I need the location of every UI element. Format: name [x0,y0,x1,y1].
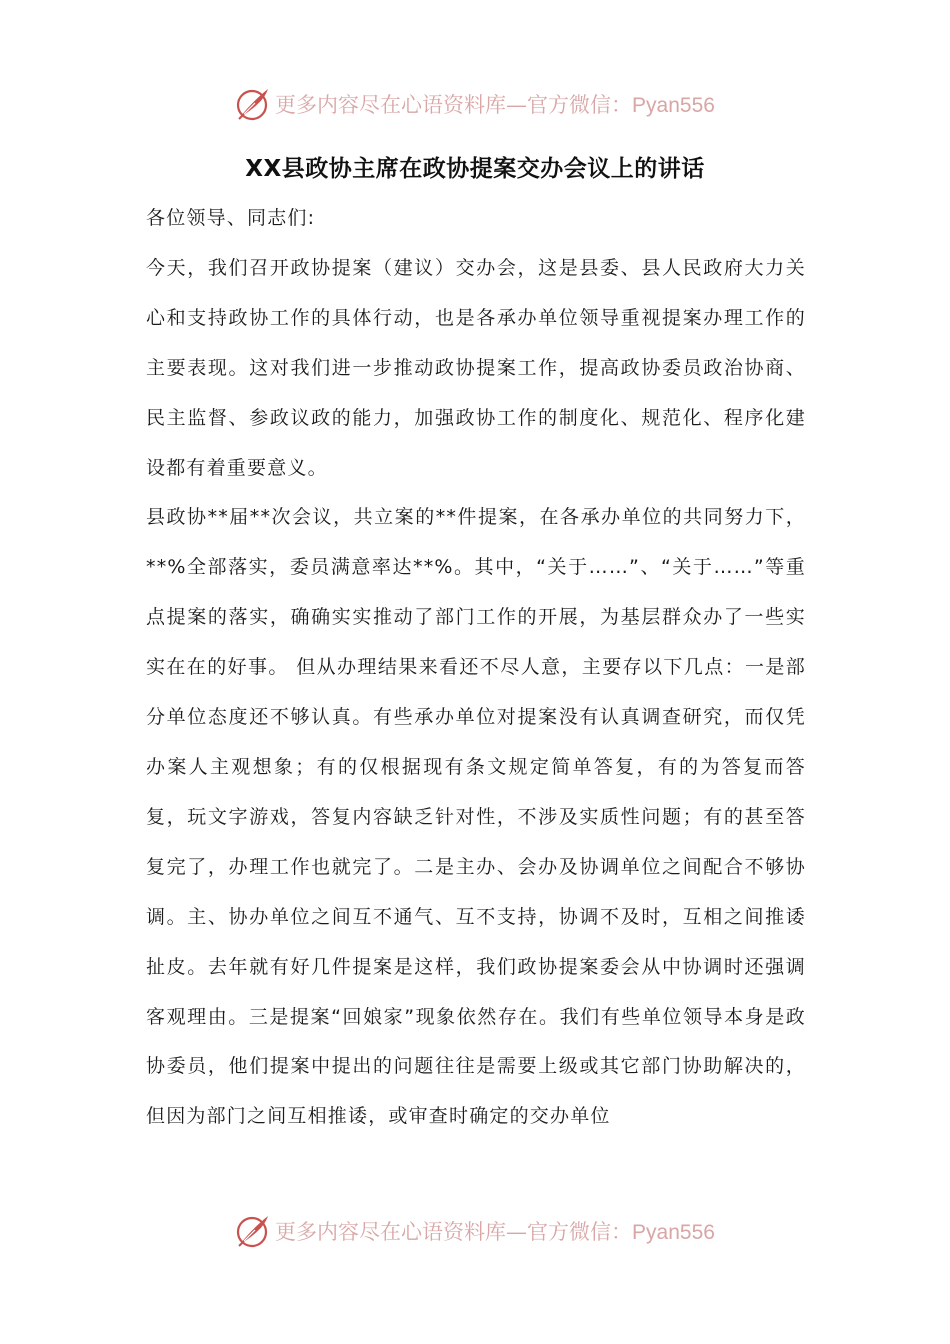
quill-logo-icon [235,86,271,122]
wechat-id: Pyan556 [632,94,715,117]
watermark-text: 更多内容尽在心语资料库—官方微信：Pyan556 [275,1220,715,1244]
watermark-text: 更多内容尽在心语资料库—官方微信：Pyan556 [275,93,715,117]
document-title: XX县政协主席在政协提案交办会议上的讲话 [245,156,705,182]
salutation: 各位领导、同志们: [146,207,316,229]
quill-logo-icon [235,1213,271,1249]
watermark-banner-top [0,82,950,126]
paragraph-summary: 县政协**届**次会议，共立案的**件提案，在各承办单位的共同努力下，**%全部落实，委员满意率达**%。其中，“关于……”、“关于……”等重点提案的落实，确确实实推动了部门工作的开展，为基层群众办了一些实实在在的好事。 但从办理结果来看还不尽人意，主要存以下几点：一是部分单位态度还不够认真。有些承办单位对提案没有认真调查研究，而仅凭办案人主观想象；有的仅根据现有条文规定简单答复，有的为答复而答复，玩文字游戏，答复内容缺乏针对性，不涉及实质性问题；有的甚至答复完了，办理工作也就完了。二是主办、会办及协调单位之间配合不够协调。主、协办单位之间互不通气、互不支持，协调不及时，互相之间推诿扯皮。去年就有好几件提案是这样，我们政协提案委会从中协调时还强调客观理由。三是提案“回娘家”现象依然存在。我们有些单位领导本身是政协委员，他们提案中提出的问题往往是需要上级或其它部门协助解决的，但因为部门之间互相推诿，或审查时确定的交办单位 [146,506,806,1128]
paragraph-intro: 今天，我们召开政协提案（建议）交办会，这是县委、县人民政府大力关心和支持政协工作的具体行动，也是各承办单位领导重视提案办理工作的主要表现。这对我们进一步推动政协提案工作，提高政协委员政治协商、民主监督、参政议政的能力，加强政协工作的制度化、规范化、程序化建设都有着重要意义。 [146,256,806,479]
watermark-banner-bottom [0,1209,950,1253]
document-body [146,194,806,1142]
wechat-id: Pyan556 [632,1221,715,1244]
